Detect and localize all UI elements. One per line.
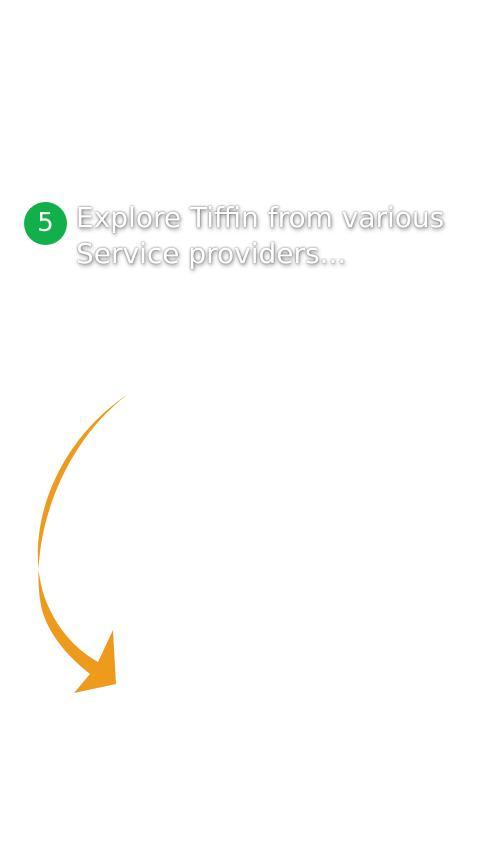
curved-arrow-down-icon <box>0 380 160 710</box>
step-number-badge: 5 <box>24 202 67 245</box>
tip-line-1: Explore Tiffin from various <box>76 201 445 234</box>
arrow-shaft <box>38 394 128 693</box>
coachmark-tip-text <box>76 200 466 272</box>
tip-line-2: Service providers... <box>76 237 347 270</box>
